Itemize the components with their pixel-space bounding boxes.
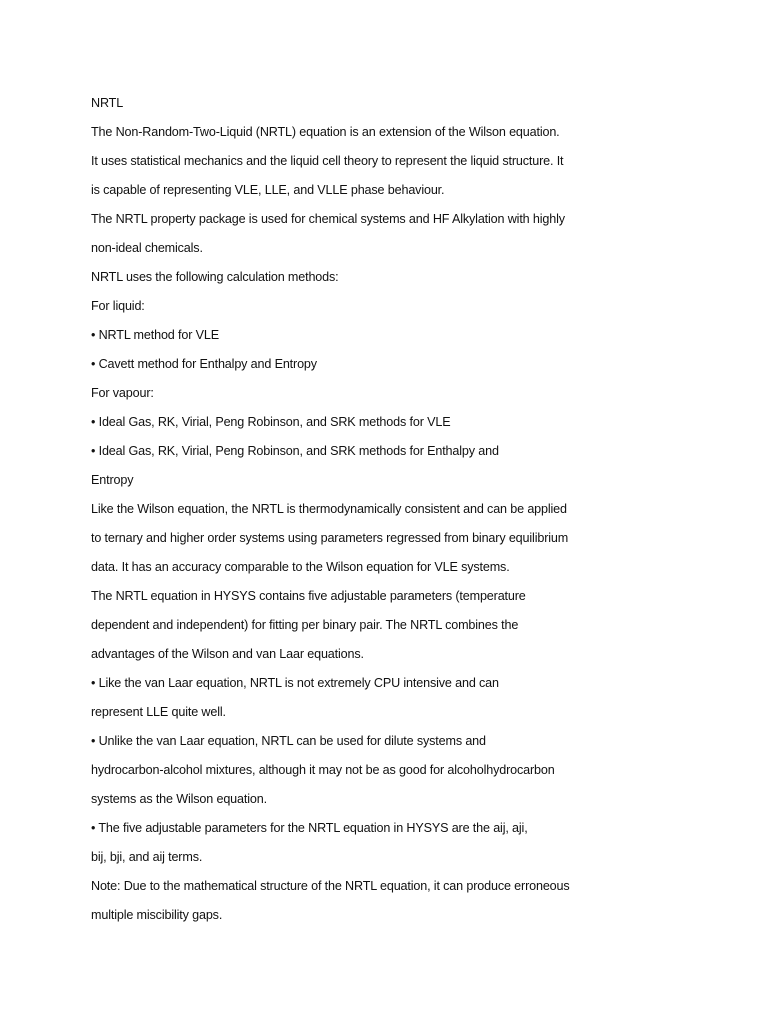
text-line: Like the Wilson equation, the NRTL is thermodynamically consistent and can be applied xyxy=(91,502,567,516)
note-line: multiple miscibility gaps. xyxy=(91,908,223,922)
note-line: Note: Due to the mathematical structure of the NRTL equation, it can produce erroneous xyxy=(91,879,570,893)
text-line: dependent and independent) for fitting per binary pair. The NRTL combines the xyxy=(91,618,519,632)
text-line: The NRTL property package is used for chemical systems and HF Alkylation with highly xyxy=(91,212,565,226)
heading-nrtl: NRTL xyxy=(91,96,124,110)
text-line: systems as the Wilson equation. xyxy=(91,792,267,806)
text-line: non-ideal chemicals. xyxy=(91,241,203,255)
text-line: to ternary and higher order systems using parameters regressed from binary equilibrium xyxy=(91,531,569,545)
subheading-liquid: For liquid: xyxy=(91,299,145,313)
text-line: NRTL uses the following calculation methods: xyxy=(91,270,339,284)
bullet-item: • Ideal Gas, RK, Virial, Peng Robinson, and SRK methods for Enthalpy and xyxy=(91,444,499,458)
bullet-item: • Like the van Laar equation, NRTL is not extremely CPU intensive and can xyxy=(91,676,499,690)
bullet-item: • Ideal Gas, RK, Virial, Peng Robinson, and SRK methods for VLE xyxy=(91,415,451,429)
bullet-item: • Unlike the van Laar equation, NRTL can be used for dilute systems and xyxy=(91,734,486,748)
bullet-item: • Cavett method for Enthalpy and Entropy xyxy=(91,357,317,371)
text-line: Entropy xyxy=(91,473,134,487)
text-line: It uses statistical mechanics and the liquid cell theory to represent the liquid structure. It xyxy=(91,154,564,168)
text-line: data. It has an accuracy comparable to the Wilson equation for VLE systems. xyxy=(91,560,510,574)
text-line: bij, bji, and aij terms. xyxy=(91,850,203,864)
subheading-vapour: For vapour: xyxy=(91,386,154,400)
text-line: The Non-Random-Two-Liquid (NRTL) equation is an extension of the Wilson equation. xyxy=(91,125,560,139)
text-line: represent LLE quite well. xyxy=(91,705,226,719)
text-line: The NRTL equation in HYSYS contains five adjustable parameters (temperature xyxy=(91,589,526,603)
bullet-item: • NRTL method for VLE xyxy=(91,328,219,342)
text-line: advantages of the Wilson and van Laar equations. xyxy=(91,647,364,661)
text-line: hydrocarbon-alcohol mixtures, although it may not be as good for alcoholhydrocarbon xyxy=(91,763,555,777)
text-line: is capable of representing VLE, LLE, and VLLE phase behaviour. xyxy=(91,183,445,197)
document-body xyxy=(91,89,731,930)
bullet-item: • The five adjustable parameters for the NRTL equation in HYSYS are the aij, aji, xyxy=(91,821,528,835)
